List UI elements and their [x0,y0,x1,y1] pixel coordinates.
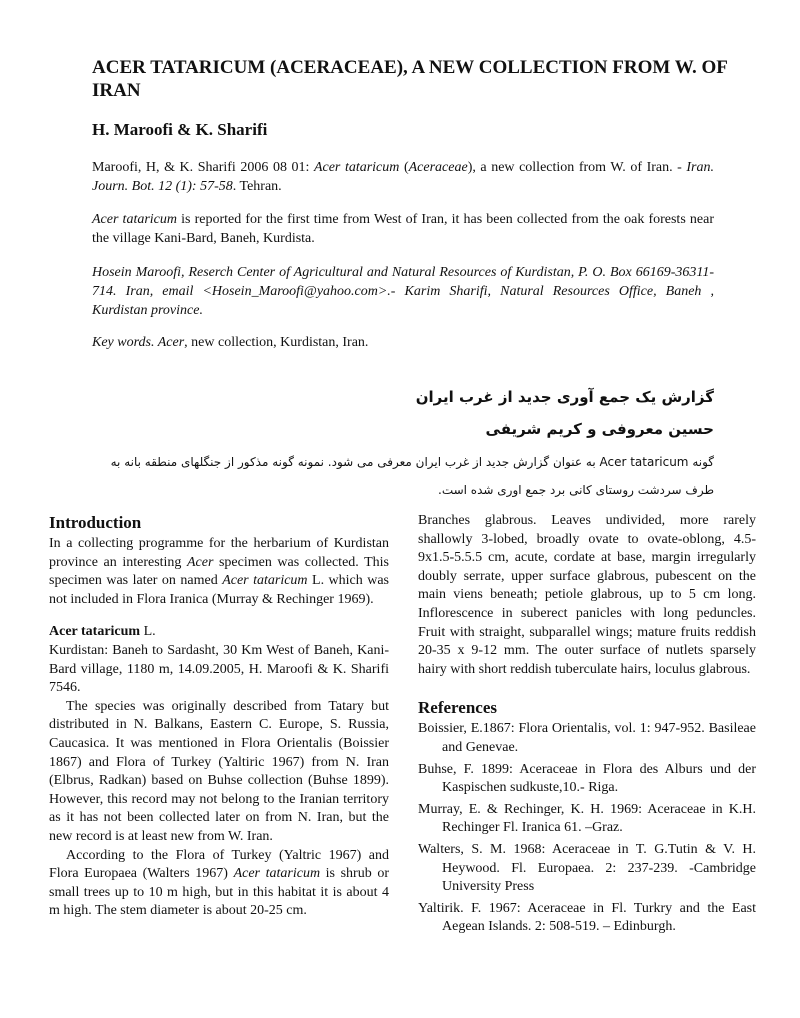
species-heading [49,623,389,642]
references-heading: References [418,698,497,718]
citation-journal: Iran. Journ. Bot. 12 (1): 57-58 [92,160,715,194]
abstract [92,210,714,248]
habit-text: is shrub or small trees up to 10 m high, but in this habitat it is about 4 m high. The stem diameter is about 20-25 cm. [49,866,389,919]
citation-text: ( [399,160,409,175]
reference-item: Yaltirik. F. 1967: Aceraceae in Fl. Turkry and the East Aegean Islands. 2: 508-519. – Edinburgh. [418,900,756,935]
reference-item: Boissier, E.1867: Flora Orientalis, vol. 1: 947-952. Basileae and Genevae. [418,721,756,755]
species-name: Acer tataricum [49,624,141,640]
citation-text: . Tehran. [232,179,282,194]
species-author: L. [140,624,156,640]
citation-species: Acer tataricum [313,160,400,175]
abstract-text: is reported for the first time from West of Iran, it has been collected from the oak forests near the village Kani-Bard, Baneh, Kurdista. [92,212,714,246]
intro-species: Acer tataricum [222,573,308,589]
description-paragraph: Branches glabrous. Leaves undivided, more rarely shallowly 3-lobed, broadly ovate to ovate-oblong, 4.5-9x1.5-5.5.5 cm, acute, cordate at base, margin irregularly doubly serrate, upper surface glabrous, pubescent on the main viens beneath; petiole glabrous, up to 5 cm long. Inflorescence in suberect panicles with long peduncles. Fruit with straight, subparallel wings; mature fruits reddish 20-35 x 9-12 mm. The outer surface of nutlets sparsely hairy with short reddish tuberculate hairs, loculus glabrous. [418,513,756,677]
keywords [92,333,714,352]
reference-item: Buhse, F. 1899: Aceraceae in Flora des Alburs und der Kaspischen sudkuste,10.- Riga. [418,761,756,796]
habit-paragraph [49,847,389,921]
intro-span: L. which was not included in Flora Iranica (Murray & Rechinger 1969). [49,573,390,607]
citation-text: ), a new collection from W. of Iran. - [467,160,687,175]
right-column [418,512,756,937]
reference-item: Murray, E. & Rechinger, K. H. 1969: Aceraceae in K.H. Rechinger Fl. Iranica 61. –Graz. [418,801,756,836]
habit-species: Acer tataricum [233,866,321,882]
persian-abstract: گونه Acer tataricum به عنوان گزارش جدید از غرب ایران معرفی می شود. نمونه گونه مذکور از جنگلهای منطقه بانه به طرف سردشت روستای کانی برد جمع اوری شده است. [110,455,714,497]
intro-genus: Acer [186,554,214,570]
author-address: Hosein Maroofi, Reserch Center of Agricultural and Natural Resources of Kurdistan, P. O. Box 66169-36311-714. Iran, email <Hosein_Maroofi@yahoo.com>.- Karim Sharifi, Natural Resources Office, Baneh , Kurdistan province. [92,265,714,318]
introduction-text [49,535,389,609]
citation [92,158,714,196]
persian-authors: حسین معروفی و کریم شریفی [485,420,714,438]
persian-title: گزارش یک جمع آوری جدید از غرب ایران [415,388,714,406]
intro-span: specimen was collected. This specimen was later on named [49,554,389,589]
citation-text: Maroofi, H, & K. Sharifi 2006 08 01: [92,160,314,175]
habit-text: According to the Flora of Turkey (Yaltric 1967) and Flora Europaea (Walters 1967) [49,847,389,882]
intro-span: In a collecting programme for the herbarium of Kurdistan province an interesting [49,536,389,570]
reference-item: Walters, S. M. 1968: Aceraceae in T. G.Tutin & V. H. Heywood. Fl. Europaea. 2: 237-239. -Cambridge University Press [418,841,756,895]
page-title: ACER TATARICUM (ACERACEAE), A NEW COLLECTION FROM W. OF IRAN [92,57,728,101]
abstract-species: Acer tataricum [92,212,178,227]
authors: H. Maroofi & K. Sharifi [92,120,268,139]
introduction-heading: Introduction [49,513,142,532]
keywords-text: , new collection, Kurdistan, Iran. [184,335,369,350]
specimen-record: Kurdistan: Baneh to Sardasht, 30 Km West of Baneh, Kani-Bard village, 1180 m, 14.09.2005, H. Maroofi & K. Sharifi 7546. [49,642,389,696]
left-column [49,512,389,921]
keywords-label: Key words. Acer [92,335,185,350]
citation-family: Aceraceae [408,160,468,175]
distribution-paragraph: The species was originally described from Tatary but distributed in N. Balkans, Eastern C. Europe, S. Russia, Caucasica. It was mentioned in Flora Orientalis (Boissier 1867) and Flora of Turkey (Yaltiric 1967) from N. Iran (Elbrus, Radkan) based on Buhse collection (Buhse 1899). However, this record may not belong to the Iranian territory as it has not been collected later on from N. Iran, but the new record is at least new from W. Iran. [49,698,389,844]
